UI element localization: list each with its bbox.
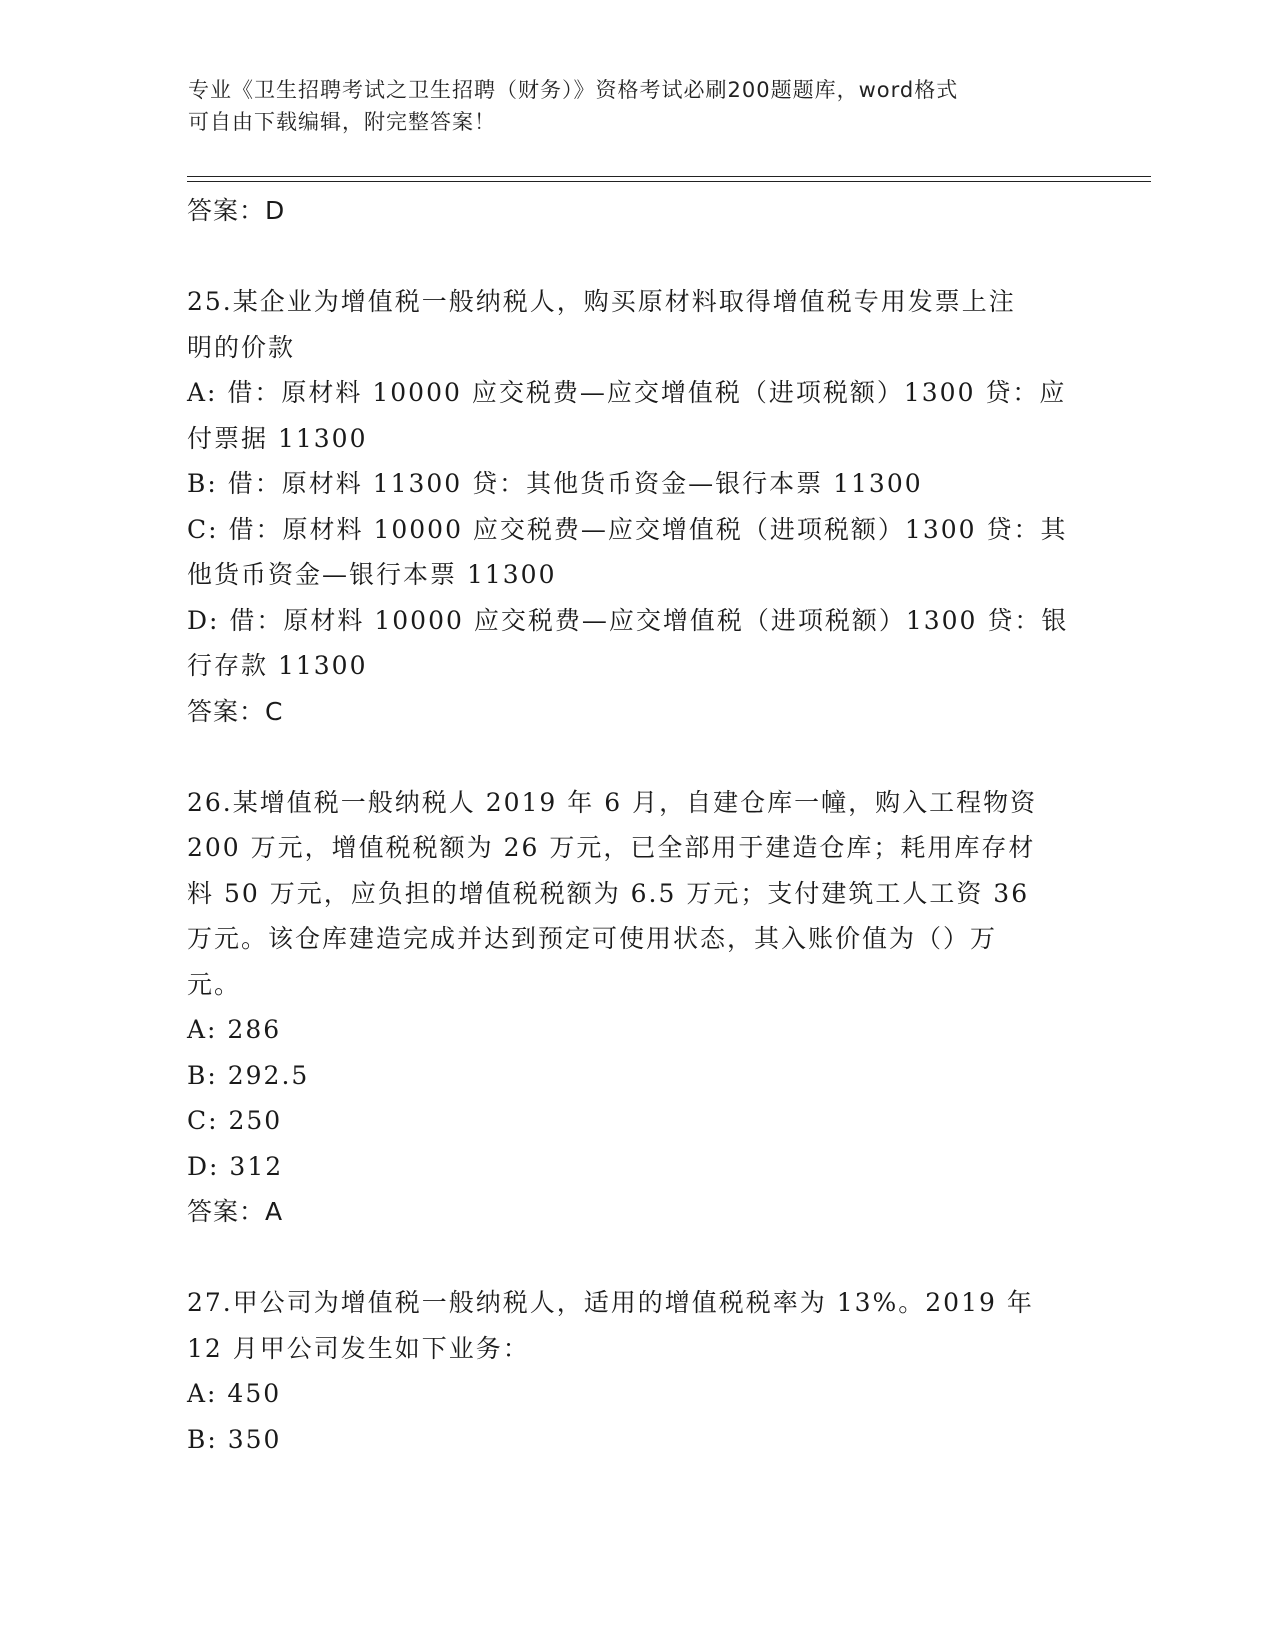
question-26-option-d: D: 312 [187, 1151, 284, 1181]
question-25-option-b: B: 借：原材料 11300 贷：其他货币资金—银行本票 11300 [187, 469, 923, 498]
question-25-stem-line-2: 明的价款 [187, 332, 296, 362]
question-26-option-c: C: 250 [187, 1106, 283, 1135]
spacer [187, 734, 1087, 780]
question-content [187, 188, 1087, 1462]
header-divider-top [187, 176, 1151, 177]
header-line-2: 可自由下载编辑，附完整答案！ [188, 110, 496, 134]
question-25-stem-line-1: 25.某企业为增值税一般纳税人，购买原材料取得增值税专用发票上注 [187, 287, 1016, 316]
question-26-option-a: A: 286 [187, 1015, 282, 1044]
question-26-stem-line-2: 200 万元，增值税税额为 26 万元，已全部用于建造仓库；耗用库存材 [187, 833, 1036, 862]
question-27-option-b: B: 350 [187, 1424, 282, 1454]
question-25-option-d-line-2: 行存款 11300 [187, 651, 368, 680]
header-line-1: 专业《卫生招聘考试之卫生招聘（财务）》资格考试必刷200题题库，word格式 [188, 78, 959, 102]
spacer [187, 234, 1087, 280]
question-25-option-a-line-2: 付票据 11300 [187, 423, 368, 453]
question-26-answer: 答案：A [187, 1197, 284, 1226]
question-25 [187, 279, 1087, 734]
spacer [187, 1235, 1087, 1281]
question-25-option-c-line-1: C: 借：原材料 10000 应交税费—应交增值税（进项税额）1300 贷：其 [187, 514, 1068, 544]
header-divider-bottom [187, 181, 1151, 182]
question-27-stem-line-2: 12 月甲公司发生如下业务： [187, 1333, 530, 1363]
question-25-answer: 答案：C [187, 696, 284, 726]
question-27 [187, 1280, 1087, 1462]
question-26-stem-line-1: 26.某增值税一般纳税人 2019 年 6 月，自建仓库一幢，购入工程物资 [187, 787, 1038, 817]
question-26-stem-line-4: 万元。该仓库建造完成并达到预定可使用状态，其入账价值为（）万 [187, 924, 998, 953]
question-25-option-a-line-1: A: 借：原材料 10000 应交税费—应交增值税（进项税额）1300 贷：应 [187, 378, 1067, 407]
question-27-stem-line-1: 27.甲公司为增值税一般纳税人，适用的增值税税率为 13%。2019 年 [187, 1288, 1034, 1317]
question-26-stem-line-3: 料 50 万元，应负担的增值税税额为 6.5 万元；支付建筑工人工资 36 [187, 878, 1030, 908]
previous-answer: 答案：D [187, 196, 286, 225]
question-26 [187, 780, 1087, 1235]
question-25-option-c-line-2: 他货币资金—银行本票 11300 [187, 560, 557, 589]
document-header [188, 74, 1068, 138]
question-26-stem-line-5: 元。 [187, 969, 242, 999]
question-27-option-a: A: 450 [187, 1379, 282, 1408]
question-25-option-d-line-1: D: 借：原材料 10000 应交税费—应交增值税（进项税额）1300 贷：银 [187, 605, 1069, 635]
question-26-option-b: B: 292.5 [187, 1060, 310, 1090]
